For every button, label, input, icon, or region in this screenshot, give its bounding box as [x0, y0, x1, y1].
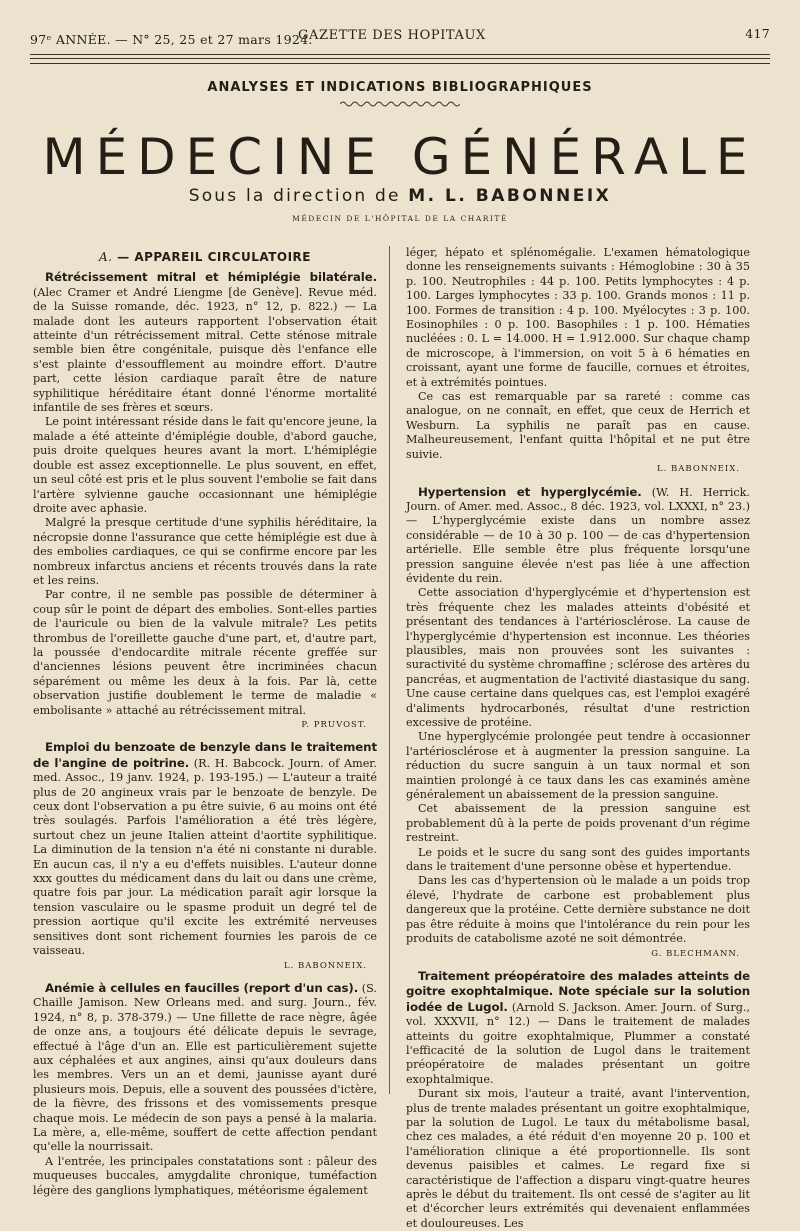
- header-rule: [30, 54, 770, 55]
- left-column: [33, 246, 377, 1198]
- subsection-letter: A.: [99, 250, 113, 264]
- subsection-heading: [33, 250, 377, 264]
- subsection-title: — APPAREIL CIRCULATOIRE: [112, 250, 311, 264]
- article-paragraph: Ce cas est remarquable par sa rareté : comme cas analogue, on ne connaît, en effet, que ceux de Herrich et Wesburn. La syphilis ne paraît pas en cause. Malheureusement, l'enfant quitta l'hôpital et ne put être suivie.: [406, 390, 750, 461]
- article-paragraph: Le poids et le sucre du sang sont des guides importants dans le traitement d'une personne obèse et hypertendue.: [406, 845, 750, 874]
- header-rule: [30, 58, 770, 59]
- article-intro: [33, 270, 377, 415]
- article-title: Emploi du benzoate de benzyle dans le traitement de l'angine de poitrine.: [33, 740, 377, 770]
- header-rule: [30, 63, 770, 64]
- section-title: ANALYSES ET INDICATIONS BIBLIOGRAPHIQUES: [207, 80, 593, 95]
- article-paragraph: léger, hépato et splénomégalie. L'examen hématologique donne les renseignements suivants : Hémoglobine : 30 à 35 p. 100. Neutrophiles : 44 p. 100. Petits lymphocytes : 4 p. 100. Larges lymphocytes : 33 p. 100. Grands monos : 11 p. 100. Formes de transition : 4 p. 100. Myélocytes : 3 p. 100. Eosinophiles : 0 p. 100. Basophiles : 1 p. 100. Hématies nucléées : 0. L = 14.000. H = 1.912.000. Sur chaque champ de microscope, à l'immersion, on voit 5 à 6 hématies en croissant, ayant une forme de faucille, cornues et étroites, et à extrémités pointues.: [406, 246, 750, 389]
- article-reference: (W. H. Herrick. Journ. of Amer. med. Assoc., 8 déc. 1923, vol. LXXXI, n° 23.) —: [406, 485, 750, 528]
- article-intro: [33, 740, 377, 958]
- article-title: Traitement préopératoire des malades atteints de goitre exophtalmique. Note spéciale sur la solution iodée de Lugol.: [406, 968, 750, 1014]
- article-intro: [406, 485, 750, 587]
- article-paragraph: A l'entrée, les principales constatations sont : pâleur des muqueuses buccales, amygdalite chronique, tuméfaction légère des ganglions lymphatiques, météorisme également: [33, 1154, 377, 1197]
- right-column: [406, 246, 750, 1231]
- article-paragraph: Le point intéressant réside dans le fait qu'encore jeune, la malade a été atteinte d'émiplégie double, d'abord gauche, puis droite quelques heures avant la mort. L'hémiplégie double est assez exceptionnelle. Le plus souvent, en effet, un seul côté est pris et le plus souvent l'embolie se fait dans l'artère sylvienne gauche occasionnant une hémiplégie droite avec aphasie.: [33, 415, 377, 515]
- article-title: Hypertension et hyperglycémie.: [418, 484, 642, 499]
- article-reference: (S. Chaille Jamison. New Orleans med. and surg. Journ., fév. 1924, n° 8, p. 378-379.) —: [33, 981, 377, 1024]
- article-paragraph: Malgré la presque certitude d'une syphilis héréditaire, la nécropsie donne l'assurance que cette hémiplégie est due à des embolies cardiaques, ce qui se confirme encore par les nombreux infarctus anciens et récents trouvés dans la rate et les reins.: [33, 516, 377, 587]
- article-title: Rétrécissement mitral et hémiplégie bilatérale.: [45, 270, 377, 285]
- article-paragraph: L'auteur a traité plus de 20 angineux vrais par le benzoate de benzyle. De ceux dont l'observation a pu être suivie, 6 au moins ont été très soulagés. Parfois l'amélioration a été très légère, surtout chez un jeune Italien atteint d'aortite syphilitique. La diminution de la tension n'a été ni constante ni durable. En aucun cas, il n'y a eu d'effets nuisibles. L'auteur donne xxx gouttes du médicament dans du lait ou dans une crème, quatre fois par jour. La médication paraît agir lorsque la tension vasculaire ou le spasme produit un degré tel de pression aortique qu'il excite les extrémité nerveuses sensitives dont sont richement fournies les parois de ce vaisseau.: [33, 771, 377, 958]
- article-paragraph: Dans les cas d'hypertension où le malade a un poids trop élevé, l'hydrate de carbone est probablement plus dangereux que la protéine. Cette dernière substance ne doit pas être réduite à moins que l'intolérance du rein pour les produits de catabolisme azoté ne soit démontrée.: [406, 874, 750, 946]
- journal-name: GAZETTE DES HOPITAUX: [298, 28, 486, 43]
- page-number: 417: [745, 26, 770, 41]
- article-intro: [406, 969, 750, 1087]
- editor-name: M. L. BABONNEIX: [408, 186, 612, 206]
- editor-prefix: Sous la direction de: [188, 186, 409, 206]
- editor-line: [0, 186, 800, 206]
- article-paragraph: Par contre, il ne semble pas possible de déterminer à coup sûr le point de départ des embolies. Sont-elles parties de l'auricule ou bien de la valvule mitrale? Les petits thrombus de l'oreillette gauche d'une part, et, d'autre part, la poussée d'endocardite mitrale récente greffée sur d'anciennes lésions peuvent être incriminées chacun séparément ou même les deux à la fois. Par là, cette observation justifie doublement le terme de maladie « embolisante » attaché au rétrécissement mitral.: [33, 588, 377, 717]
- article-signature: G. BLECHMANN.: [651, 948, 740, 959]
- article-paragraph: Dans le traitement de malades atteints du goitre exophtalmique, Plummer a constaté l'efficacité de la solution de Lugol dans le traitement préopératoire de malades présentant un goitre exophtalmique.: [406, 1015, 751, 1086]
- article-paragraph: Durant six mois, l'auteur a traité, avant l'intervention, plus de trente malades présentant un goitre exophtalmique, par la solution de Lugol. Le taux du métabolisme basal, chez ces malades, a été réduit d'en moyenne 20 p. 100 et l'amélioration clinique a été proportionnelle. Ils sont devenus paisibles et calmes. Le regard fixe si caractéristique de l'affection a disparu vingt-quatre heures après le début du traitement. Ils ont cessé de s'agiter au lit et d'écorcher leurs extrémités qui devenaient enflammées et douloureuses. Les: [406, 1087, 750, 1230]
- editor-affiliation: MÉDECIN DE L'HÔPITAL DE LA CHARITÉ: [292, 214, 508, 223]
- issue-info: 97ᵉ ANNÉE. — N° 25, 25 et 27 mars 1924.: [30, 32, 313, 47]
- article-signature: P. PRUVOST.: [301, 720, 367, 730]
- article-paragraph: Une hyperglycémie prolongée peut tendre à occasionner l'artériosclérose et à augmenter la pression sanguine. La réduction du sucre sanguin à un taux normal et son maintien prolongé à ce taux dans les cas examinés amène généralement un abaissement de la pression sanguine.: [406, 730, 750, 802]
- main-title: MÉDECINE GÉNÉRALE: [42, 128, 758, 186]
- running-header: [30, 26, 770, 48]
- article-paragraph: Cet abaissement de la pression sanguine est probablement dû à la perte de poids provenant d'un régime restreint.: [406, 802, 750, 845]
- article-reference: (Arnold S. Jackson. Amer. Journ. of Surg., vol. XXXVII, n° 12.) —: [406, 1000, 750, 1029]
- article-signature: L. BABONNEIX.: [284, 960, 367, 971]
- article-paragraph: L'hyperglycémie existe dans un nombre assez considérable — de 10 à 30 p. 100 — de cas d'hypertension artérielle. Elle semble être plus fréquente lorsqu'une pression sanguine élevée n'est pas liée à une affection évidente du rein.: [406, 514, 750, 585]
- article-paragraph: Cette association d'hyperglycémie et d'hypertension est très fréquente chez les malades atteints d'obésité et présentant des tendances à l'artériosclérose. La cause de l'hyperglycémie d'hypertension est inconnue. Les théories plausibles, mais non prouvées sont les suivantes : suractivité du système chromaffine ; sclérose des artères du pancréas, et augmentation de l'activité diastasique du sang. Une cause certaine dans quelques cas, est l'emploi exagéré d'aliments hydrocarbonés, résultat d'une restriction excessive de protéine.: [406, 586, 750, 729]
- article-paragraph: La malade dont les auteurs rapportent l'observation était atteinte d'un rétrécissement mitral. Cette sténose mitrale semble bien être congénitale, puisque dès l'enfance elle s'est plainte d'essoufflement au moindre effort. D'autre part, cette lésion cardiaque paraît être de nature syphilitique héréditaire étant donné l'énorme mortalité infantile de ses frères et sœurs.: [33, 300, 377, 415]
- article-reference: (Alec Cramer et André Liengme [de Genève]. Revue méd. de la Suisse romande, déc. 1923, n° 12, p. 822.) —: [33, 285, 377, 314]
- article-signature: L. BABONNEIX.: [657, 464, 740, 475]
- article-intro: [33, 981, 377, 1155]
- column-divider: [389, 246, 390, 1094]
- article-reference: (R. H. Babcock. Journ. of Amer. med. Assoc., 19 janv. 1924, p. 193-195.) —: [33, 756, 377, 785]
- decorative-wavy-rule: [340, 100, 460, 108]
- article-paragraph: Une fillette de race nègre, âgée de onze ans, a toujours été délicate depuis le sevrage, effectué à l'âge d'un an. Elle est particulièrement sujette aux céphalées et aux angines, ainsi qu'aux douleurs dans les membres. Vers un an et demi, jaunisse ayant duré plusieurs mois. Depuis, elle a souvent des poussées d'ictère, de la fièvre, des frissons et des vomissements presque chaque mois. Le médecin de son pays a pensé à la malaria. La mère, a, elle-même, souffert de cette affection pendant qu'elle la nourrissait.: [33, 1010, 377, 1154]
- article-title: Anémie à cellules en faucilles (report d'un cas).: [45, 980, 359, 995]
